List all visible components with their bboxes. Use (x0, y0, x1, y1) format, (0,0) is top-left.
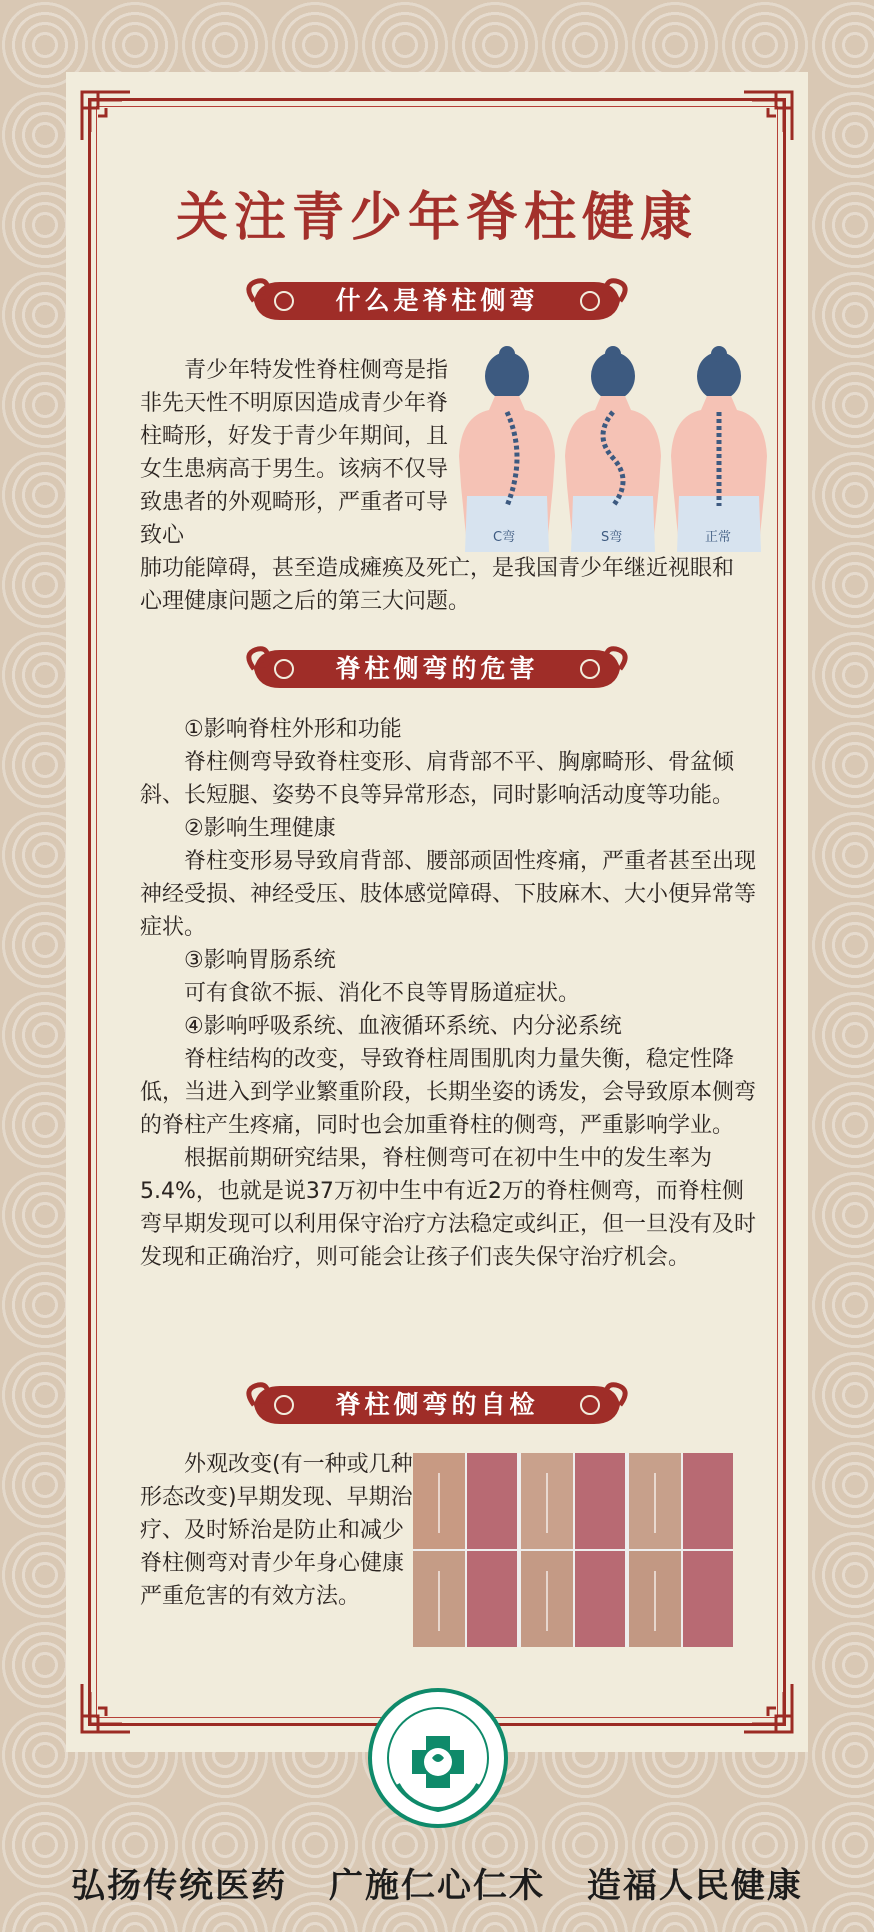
slogan-part: 造福人民健康 (586, 1866, 803, 1906)
self-check-step-3 (629, 1453, 733, 1549)
self-check-step-6 (629, 1551, 733, 1647)
slogan-part: 广施仁心仁术 (329, 1866, 545, 1906)
corner-ornament-bottom-right (740, 1680, 796, 1736)
self-check-step-1 (413, 1453, 517, 1549)
harm-item-title: ①影响脊柱外形和功能 (184, 717, 402, 742)
s-curve-figure (565, 346, 661, 552)
section-banner-harm (240, 644, 634, 694)
normal-spine-figure (671, 346, 767, 552)
figure-label-s: S弯 (601, 530, 623, 545)
section-banner-check (240, 1380, 634, 1430)
check-paragraph (140, 1448, 422, 1613)
page-title: 关注青少年脊柱健康 (175, 187, 698, 248)
section-heading: 什么是脊柱侧弯 (335, 286, 539, 315)
section-banner-what (240, 276, 634, 326)
harm-item-title: ④影响呼吸系统、血液循环系统、内分泌系统 (184, 1014, 622, 1039)
corner-ornament-top-right (740, 88, 796, 144)
section-heading: 脊柱侧弯的自检 (335, 1390, 539, 1419)
slogan-part: 弘扬传统医药 (71, 1866, 288, 1906)
self-check-step-4 (413, 1551, 517, 1647)
self-check-photo-grid (413, 1453, 733, 1647)
spine-figures (455, 346, 771, 554)
self-check-step-2 (521, 1453, 625, 1549)
intro-text-part1: 青少年特发性脊柱侧弯是指非先天性不明原因造成青少年脊柱畸形，好发于青少年期间，且女生患病高于男生。该病不仅导致患者的外观畸形，严重者可导致心 (140, 358, 449, 548)
harm-item-text: 脊柱侧弯导致脊柱变形、肩背部不平、胸廓畸形、骨盆倾斜、长短腿、姿势不良等异常形态，同时影响活动度等功能。 (140, 750, 735, 808)
self-check-step-5 (521, 1551, 625, 1647)
harm-item-title: ②影响生理健康 (184, 816, 336, 841)
corner-ornament-top-left (78, 88, 134, 144)
harm-item-text: 脊柱变形易导致肩背部、腰部顽固性疼痛，严重者甚至出现神经受损、神经受压、肢体感觉障碍、下肢麻木、大小便异常等症状。 (140, 849, 757, 940)
section-heading: 脊柱侧弯的危害 (335, 654, 539, 683)
intro-paragraph-continued (140, 552, 740, 618)
corner-ornament-bottom-left (78, 1680, 134, 1736)
figure-label-c: C弯 (493, 530, 516, 545)
harm-item-text: 脊柱结构的改变，导致脊柱周围肌肉力量失衡，稳定性降低，当进入到学业繁重阶段，长期坐姿的诱发，会导致原本侧弯的脊柱产生疼痛，同时也会加重脊柱的侧弯，严重影响学业。 (140, 1047, 757, 1138)
harm-item-text: 可有食欲不振、消化不良等胃肠道症状。 (184, 981, 581, 1006)
intro-text-part2: 肺功能障碍，甚至造成瘫痪及死亡，是我国青少年继近视眼和心理健康问题之后的第三大问题。 (140, 556, 735, 614)
harm-item-title: ③影响胃肠系统 (184, 948, 336, 973)
harm-content (140, 713, 760, 1274)
check-text: 外观改变(有一种或几种形态改变)早期发现、早期治疗、及时矫治是防止和减少脊柱侧弯对青少年身心健康严重危害的有效方法。 (140, 1452, 413, 1609)
figure-label-normal: 正常 (705, 530, 732, 545)
hospital-logo (368, 1688, 508, 1828)
slogan (0, 1858, 874, 1907)
research-paragraph: 根据前期研究结果，脊柱侧弯可在初中生中的发生率为5.4%，也就是说37万初中生中有近2万的脊柱侧弯，而脊柱侧弯早期发现可以利用保守治疗方法稳定或纠正，但一旦没有及时发现和正确治疗，则可能会让孩子们丧失保守治疗机会。 (140, 1146, 757, 1270)
c-curve-figure (459, 346, 555, 552)
intro-paragraph (140, 354, 452, 552)
